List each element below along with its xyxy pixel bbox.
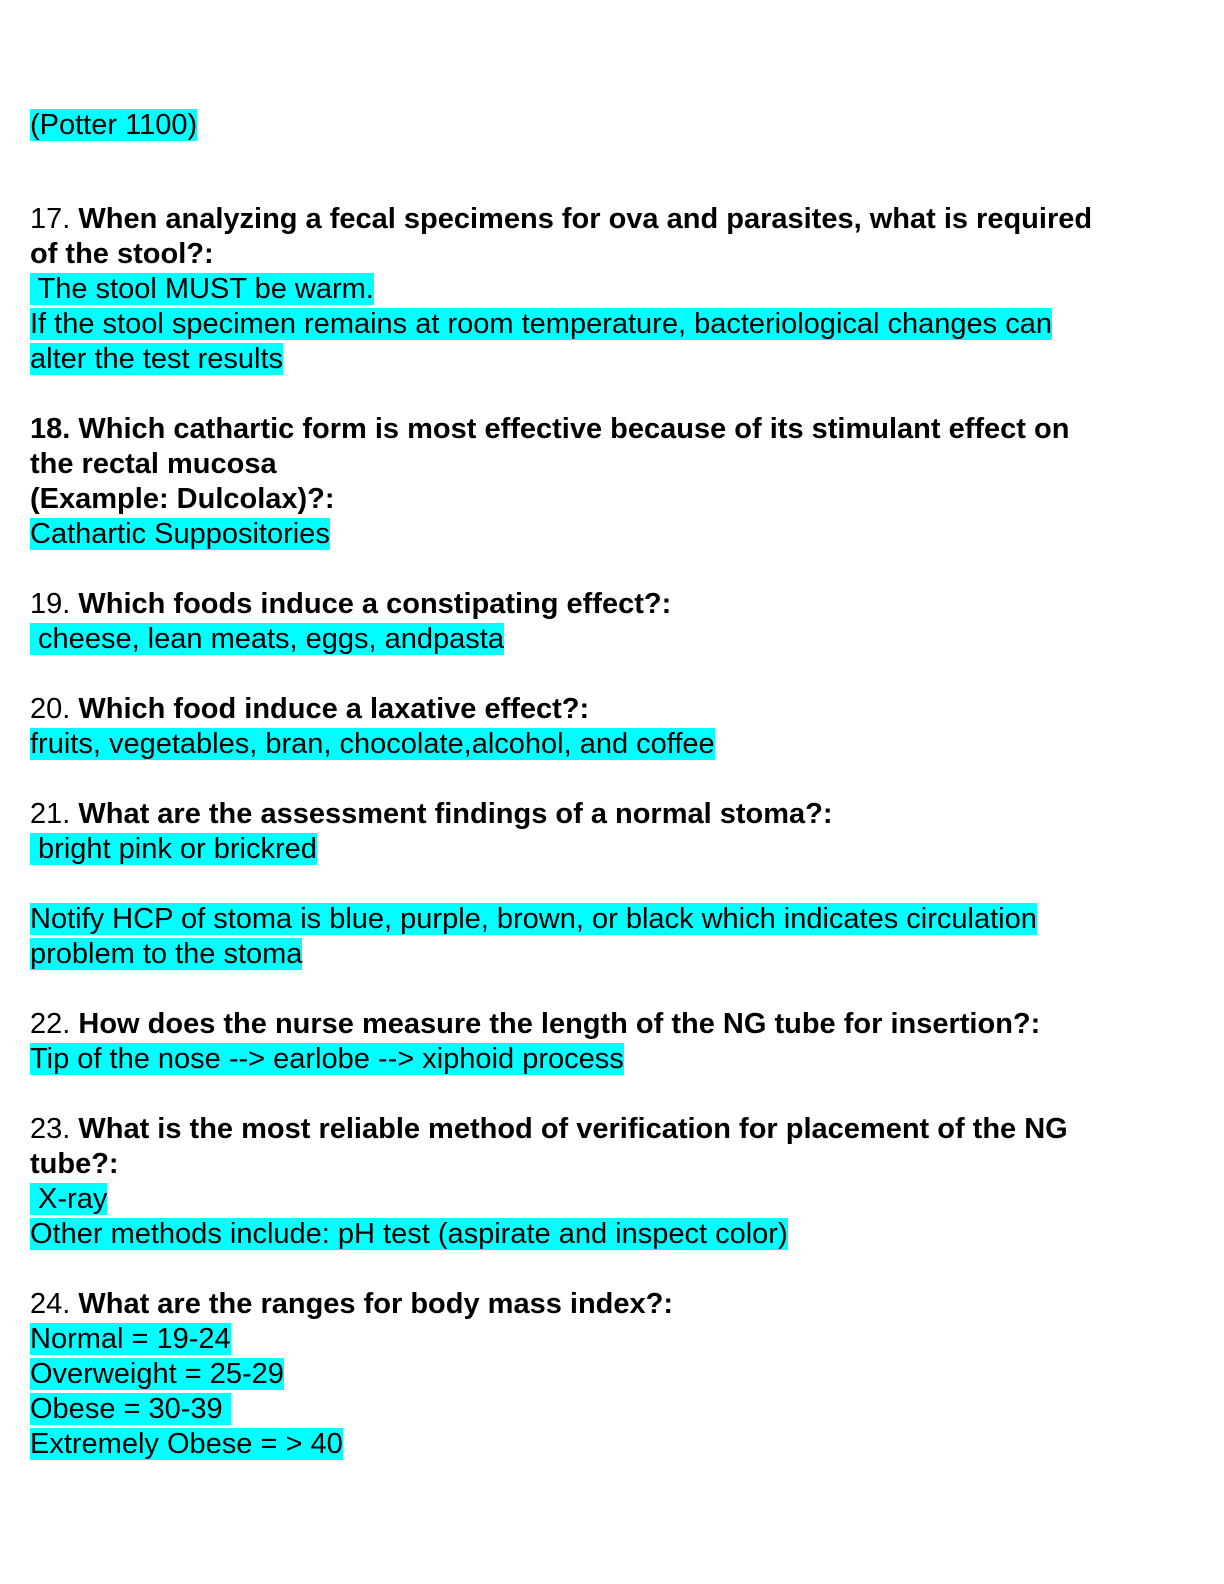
question-text: (Example: Dulcolax)?: (30, 483, 335, 515)
question-line (30, 482, 335, 517)
question-number: 23. (30, 1113, 79, 1145)
answer-line (30, 1217, 788, 1252)
answer-text: Overweight = 25-29 (30, 1358, 284, 1390)
answer-line (30, 832, 317, 867)
answer-line (30, 1357, 284, 1392)
question-text: Which food induce a laxative effect?: (78, 693, 590, 725)
answer-line (30, 1182, 107, 1217)
answer-line (30, 937, 302, 972)
answer-text: Notify HCP of stoma is blue, purple, brown, or black which indicates circulation (30, 903, 1037, 935)
question-line (30, 692, 589, 727)
answer-line (30, 1322, 231, 1357)
answer-line (30, 1392, 231, 1427)
question-text: Which foods induce a constipating effect?: (78, 588, 672, 620)
question-line (30, 1112, 1068, 1147)
question-number: 20. (30, 693, 79, 725)
question-number: 19. (30, 588, 79, 620)
answer-line (30, 1427, 343, 1462)
question-number: 21. (30, 798, 79, 830)
question-line (30, 1147, 119, 1182)
reference-citation: (Potter 1100) (30, 109, 198, 141)
answer-text: The stool MUST be warm. (30, 273, 374, 305)
answer-line (30, 307, 1052, 342)
question-text: When analyzing a fecal specimens for ova and parasites, what is required (78, 203, 1093, 235)
answer-text: Tip of the nose --> earlobe --> xiphoid process (30, 1043, 624, 1075)
question-text: tube?: (30, 1148, 119, 1180)
answer-text: Extremely Obese = > 40 (30, 1428, 343, 1460)
answer-line (30, 272, 374, 307)
answer-text: Normal = 19-24 (30, 1323, 231, 1355)
question-text: What are the assessment findings of a normal stoma?: (78, 798, 833, 830)
question-line (30, 587, 671, 622)
answer-text: Obese = 30-39 (30, 1393, 231, 1425)
question-number: 17. (30, 203, 79, 235)
question-number: 24. (30, 1288, 79, 1320)
answer-text: Cathartic Suppositories (30, 518, 330, 550)
answer-line (30, 902, 1037, 937)
question-text: How does the nurse measure the length of the NG tube for insertion?: (78, 1008, 1041, 1040)
answer-text: Other methods include: pH test (aspirate and inspect color) (30, 1218, 788, 1250)
answer-text: bright pink or brickred (30, 833, 317, 865)
answer-line (30, 342, 283, 377)
question-text: of the stool?: (30, 238, 214, 270)
question-line (30, 1287, 673, 1322)
answer-line (30, 1042, 624, 1077)
question-line (30, 447, 277, 482)
question-text: the rectal mucosa (30, 448, 277, 480)
question-line (30, 797, 833, 832)
answer-line (30, 622, 504, 657)
answer-line (30, 517, 330, 552)
answer-text: alter the test results (30, 343, 284, 375)
answer-text: fruits, vegetables, bran, chocolate,alcohol, and coffee (30, 728, 715, 760)
answer-text: X-ray (30, 1183, 108, 1215)
question-line (30, 202, 1092, 237)
answer-line (30, 727, 715, 762)
question-text: What is the most reliable method of verification for placement of the NG (78, 1113, 1068, 1145)
answer-text: If the stool specimen remains at room temperature, bacteriological changes can (30, 308, 1052, 340)
question-number: 18. (30, 413, 79, 445)
question-number: 22. (30, 1008, 79, 1040)
question-line (30, 1007, 1040, 1042)
answer-text: cheese, lean meats, eggs, andpasta (30, 623, 504, 655)
question-line (30, 412, 1069, 447)
answer-text: problem to the stoma (30, 938, 303, 970)
question-line (30, 237, 214, 272)
question-text: What are the ranges for body mass index?: (78, 1288, 674, 1320)
question-text: Which cathartic form is most effective because of its stimulant effect on (78, 413, 1070, 445)
